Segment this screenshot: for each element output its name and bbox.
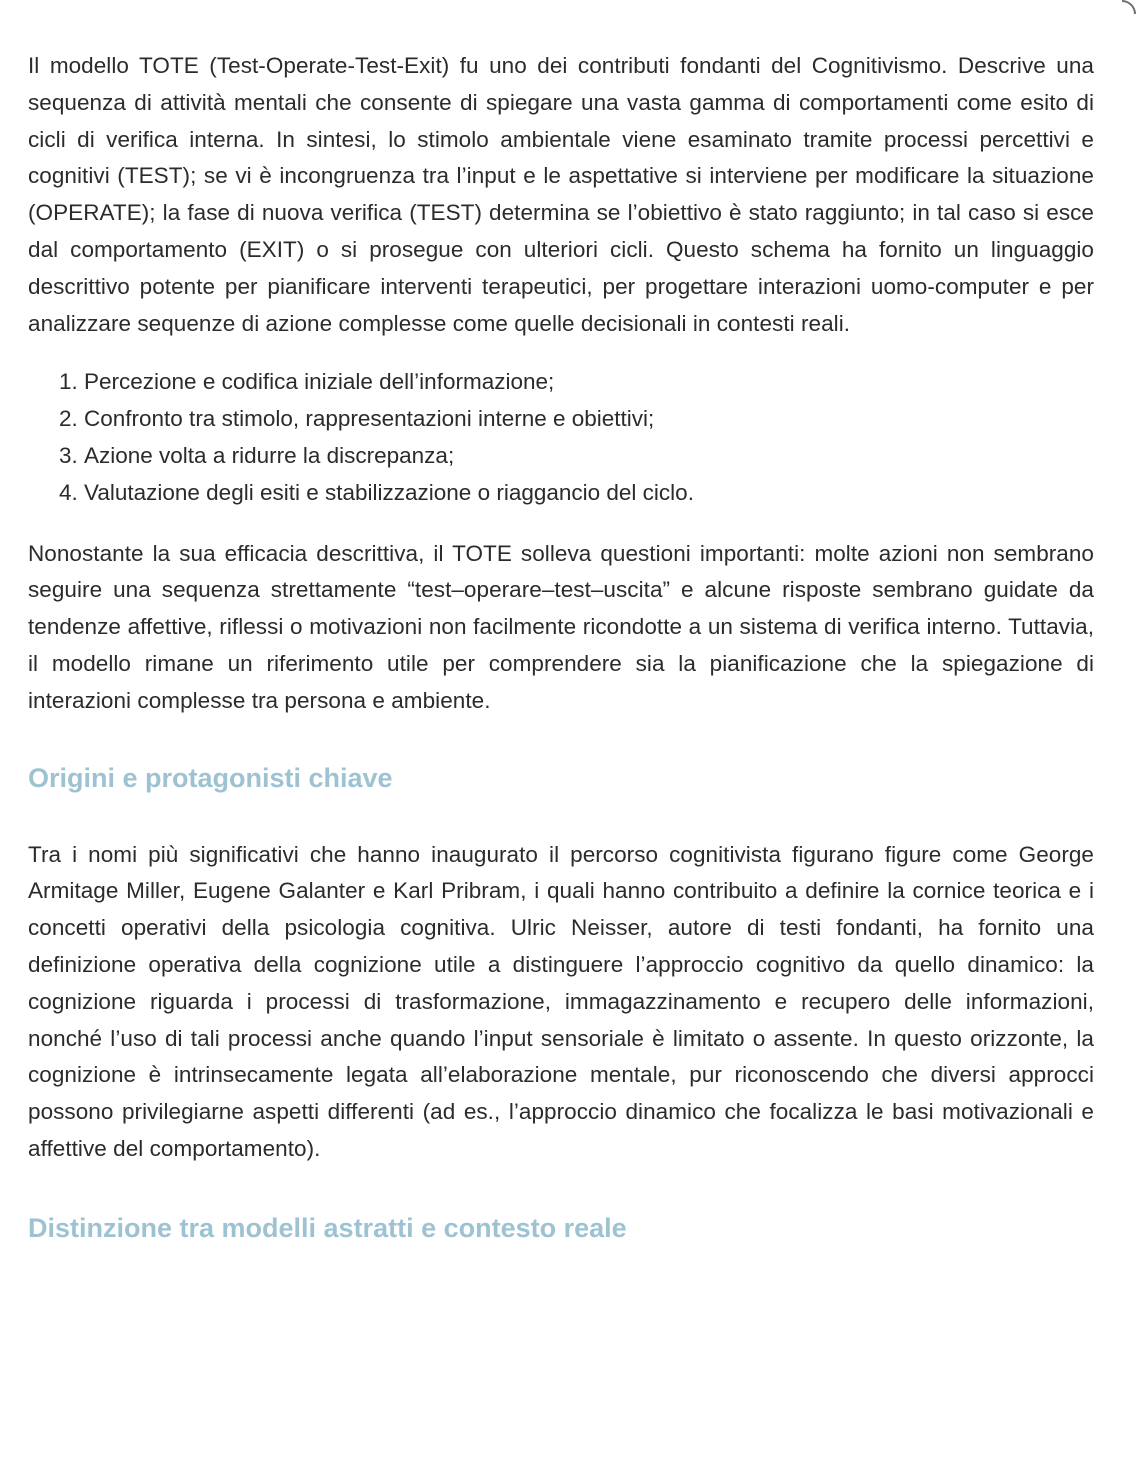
list-item: 2. Confronto tra stimolo, rappresentazioni interne e obiettivi;: [84, 401, 1094, 438]
tote-steps-list: [28, 364, 1094, 511]
list-item: 3. Azione volta a ridurre la discrepanza;: [84, 438, 1094, 475]
paragraph-tote-critique: Nonostante la sua efficacia descrittiva, il TOTE solleva questioni importanti: molte azioni non sembrano seguire una sequenza strettamente “test–operare–test–uscita” e alcune risposte sembrano guidate da tendenze affettive, riflessi o motivazioni non facilmente ricondotte a un sistema di verifica interno. Tuttavia, il modello rimane un riferimento utile per comprendere sia la pianificazione che la spiegazione di interazioni complesse tra persona e ambiente.: [28, 540, 1094, 713]
paragraph-tote-intro: Il modello TOTE (Test-Operate-Test-Exit) fu uno dei contributi fondanti del Cognitivismo. Descrive una sequenza di attività mentali che consente di spiegare una vasta gamma di comportamenti come esito di cicli di verifica interna. In sintesi, lo stimolo ambientale viene esaminato tramite processi percettivi e cognitivi (TEST); se vi è incongruenza tra l’input e le aspettative si interviene per modificare la situazione (OPERATE); la fase di nuova verifica (TEST) determina se l’obiettivo è stato raggiunto; in tal caso si esce dal comportamento (EXIT) o si prosegue con ulteriori cicli. Questo schema ha fornito un linguaggio descrittivo potente per pianificare interventi terapeutici, per progettare interazioni uomo-computer e per analizzare sequenze di azione complesse come quelle decisionali in contesti reali.: [28, 53, 1094, 336]
window-corner-decoration: [1122, 0, 1136, 14]
list-item: 1. Percezione e codifica iniziale dell’informazione;: [84, 364, 1094, 401]
article-content: [28, 48, 1094, 1246]
list-item: 4. Valutazione degli esiti e stabilizzazione o riaggancio del ciclo.: [84, 475, 1094, 512]
section-heading-distinction: Distinzione tra modelli astratti e contesto reale: [28, 1212, 627, 1243]
section-heading-origins: Origini e protagonisti chiave: [28, 762, 393, 793]
paragraph-origins: Tra i nomi più significativi che hanno inaugurato il percorso cognitivista figurano figure come George Armitage Miller, Eugene Galanter e Karl Pribram, i quali hanno contribuito a definire la cornice teorica e i concetti operativi della psicologia cognitiva. Ulric Neisser, autore di testi fondanti, ha fornito una definizione operativa della cognizione utile a distinguere l’approccio cognitivo da quello dinamico: la cognizione riguarda i processi di trasformazione, immagazzinamento e recupero delle informazioni, nonché l’uso di tali processi anche quando l’input sensoriale è limitato o assente. In questo orizzonte, la cognizione è intrinsecamente legata all’elaborazione mentale, pur riconoscendo che diversi approcci possono privilegiarne aspetti differenti (ad es., l’approccio dinamico che focalizza le basi motivazionali e affettive del comportamento).: [28, 841, 1094, 1161]
